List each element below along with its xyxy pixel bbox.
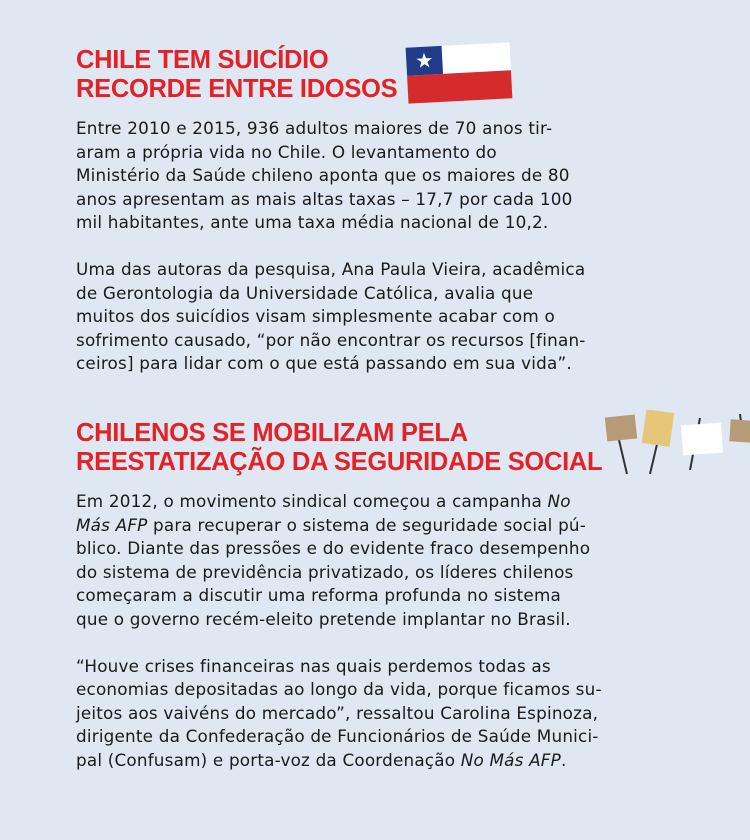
paragraph-statistics: Entre 2010 e 2015, 936 adultos maiores de 70 anos tir- aram a própria vida no Chile. O levantamento do Ministério da Saúde chileno aponta que os maiores de 80 anos apresentam as mais altas taxas – 17,7 por cada 100 mil habitantes, ante uma taxa média nacional de 10,2. [76,118,573,233]
section-title-mobilization [76,419,656,477]
title-line: REESTATIZAÇÃO DA SEGURIDADE SOCIAL [76,448,603,476]
paragraph-quote [76,655,656,773]
title-line: CHILE TEM SUICÍDIO [76,46,329,74]
campaign-name: No Más AFP [460,749,561,770]
text-run: Em 2012, o movimento sindical começou a campanha [76,491,548,511]
paragraph-campaign [76,490,656,632]
campaign-name: No Más AFP [76,491,571,535]
paragraph-research: Uma das autoras da pesquisa, Ana Paula Vieira, acadêmica de Gerontologia da Universidade Católica, avalia que muitos dos suicídios visam simplesmente acabar com o sofrimento causado, “por não encontrar os recursos [finan- ceiros] para lidar com o que está passando em sua vida”. [76,258,586,374]
section-title-suicide [76,46,656,104]
text-run: “Houve crises financeiras nas quais perdemos todas as economias depositadas ao longo da vida, porque ficamos su- jeitos aos vaivéns do mercado”, ressaltou Carolina Espinoza, dirigente da Confederação de Funcionários de Saúde Munici- pal (Confusam) e porta-voz da Coordenação [76,655,602,770]
section-chile-suicide [76,46,656,376]
text-run: . [560,749,567,770]
title-line: CHILENOS SE MOBILIZAM PELA [76,419,468,447]
chile-flag-icon [404,41,514,105]
section-chile-mobilization [76,419,656,773]
text-run: para recuperar o sistema de seguridade social pú- blico. Diante das pressões e do evidente fraco desempenho do sistema de previdência privatizado, os líderes chilenos começaram a discutir uma reforma profunda no sistema que o governo recém-eleito pretende implantar no Brasil. [76,514,591,629]
title-line: RECORDE ENTRE IDOSOS [76,75,398,103]
